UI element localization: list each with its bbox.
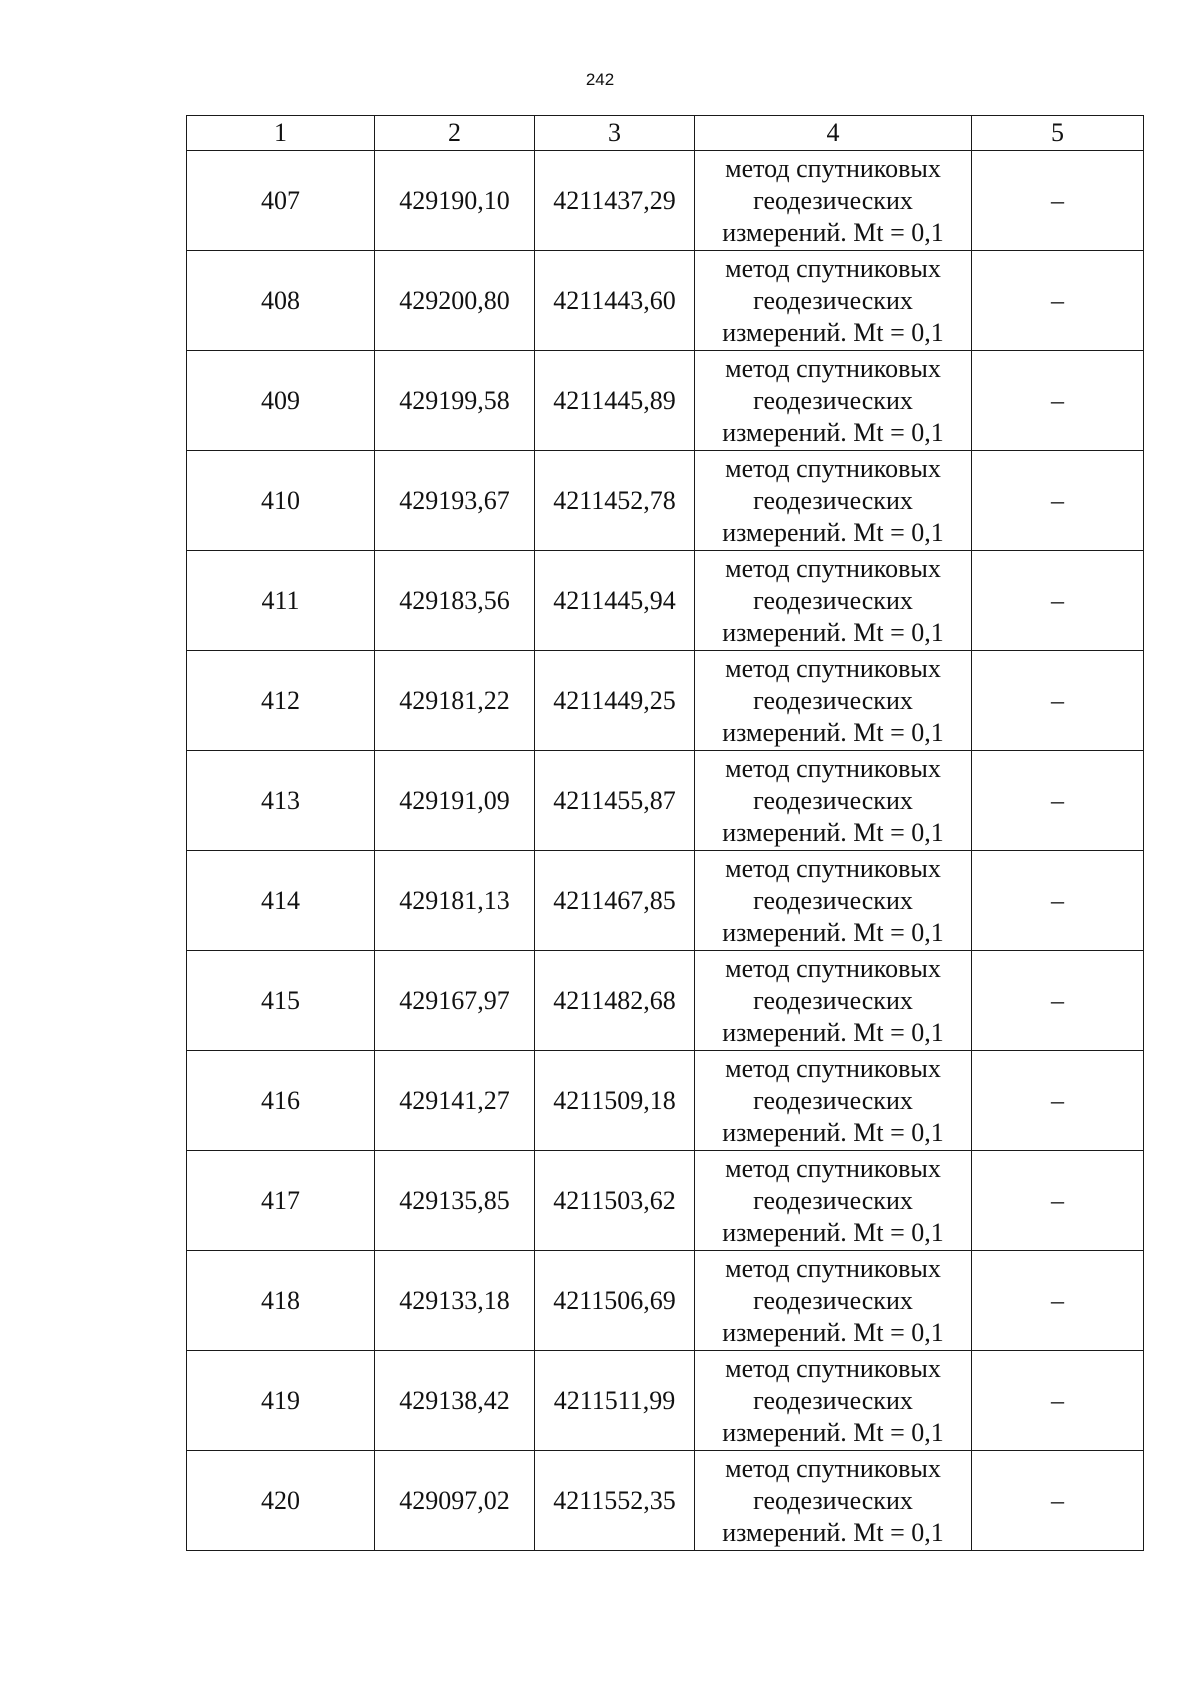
x-coordinate-cell: 429167,97 [375, 951, 535, 1051]
y-coordinate-cell: 4211443,60 [535, 251, 695, 351]
method-cell [695, 351, 972, 451]
method-line: геодезических [753, 685, 913, 715]
method-cell [695, 151, 972, 251]
description-cell: – [972, 1451, 1144, 1551]
method-line: геодезических [753, 485, 913, 515]
method-line: метод спутниковых [725, 1153, 941, 1183]
table-row [187, 1451, 1144, 1551]
method-line: метод спутниковых [725, 1253, 941, 1283]
header-col-4: 4 [695, 116, 972, 151]
point-number-cell: 416 [187, 1051, 375, 1151]
x-coordinate-cell: 429183,56 [375, 551, 535, 651]
method-line: метод спутниковых [725, 1053, 941, 1083]
y-coordinate-cell: 4211509,18 [535, 1051, 695, 1151]
table-row [187, 651, 1144, 751]
point-number-cell: 414 [187, 851, 375, 951]
description-cell: – [972, 651, 1144, 751]
description-cell: – [972, 551, 1144, 651]
method-line: измерений. Mt = 0,1 [722, 1317, 944, 1347]
table-row [187, 351, 1144, 451]
method-line: геодезических [753, 1085, 913, 1115]
y-coordinate-cell: 4211437,29 [535, 151, 695, 251]
description-cell: – [972, 951, 1144, 1051]
x-coordinate-cell: 429133,18 [375, 1251, 535, 1351]
x-coordinate-cell: 429097,02 [375, 1451, 535, 1551]
x-coordinate-cell: 429199,58 [375, 351, 535, 451]
method-line: измерений. Mt = 0,1 [722, 1217, 944, 1247]
header-row [187, 116, 1144, 151]
method-line: геодезических [753, 1485, 913, 1515]
point-number-cell: 419 [187, 1351, 375, 1451]
method-line: геодезических [753, 185, 913, 215]
method-line: измерений. Mt = 0,1 [722, 1417, 944, 1447]
table-row [187, 1251, 1144, 1351]
x-coordinate-cell: 429191,09 [375, 751, 535, 851]
table-row [187, 151, 1144, 251]
description-cell: – [972, 1151, 1144, 1251]
y-coordinate-cell: 4211482,68 [535, 951, 695, 1051]
method-line: измерений. Mt = 0,1 [722, 317, 944, 347]
point-number-cell: 410 [187, 451, 375, 551]
header-col-2: 2 [375, 116, 535, 151]
header-col-5: 5 [972, 116, 1144, 151]
method-line: метод спутниковых [725, 1453, 941, 1483]
table-row [187, 451, 1144, 551]
x-coordinate-cell: 429138,42 [375, 1351, 535, 1451]
table-header [187, 116, 1144, 151]
method-cell [695, 1151, 972, 1251]
table-row [187, 551, 1144, 651]
method-line: измерений. Mt = 0,1 [722, 517, 944, 547]
y-coordinate-cell: 4211503,62 [535, 1151, 695, 1251]
method-line: измерений. Mt = 0,1 [722, 1517, 944, 1547]
coordinates-table [186, 115, 1144, 1551]
method-line: метод спутниковых [725, 453, 941, 483]
point-number-cell: 415 [187, 951, 375, 1051]
method-line: измерений. Mt = 0,1 [722, 1117, 944, 1147]
method-line: геодезических [753, 585, 913, 615]
method-cell [695, 1051, 972, 1151]
point-number-cell: 407 [187, 151, 375, 251]
method-cell [695, 551, 972, 651]
method-line: метод спутниковых [725, 153, 941, 183]
description-cell: – [972, 1251, 1144, 1351]
table-row [187, 251, 1144, 351]
x-coordinate-cell: 429141,27 [375, 1051, 535, 1151]
method-line: метод спутниковых [725, 353, 941, 383]
method-line: метод спутниковых [725, 953, 941, 983]
page-number: 242 [585, 70, 615, 89]
method-line: метод спутниковых [725, 653, 941, 683]
method-cell [695, 1251, 972, 1351]
point-number-cell: 412 [187, 651, 375, 751]
x-coordinate-cell: 429181,13 [375, 851, 535, 951]
point-number-cell: 417 [187, 1151, 375, 1251]
y-coordinate-cell: 4211452,78 [535, 451, 695, 551]
method-line: геодезических [753, 385, 913, 415]
method-line: геодезических [753, 785, 913, 815]
table-row [187, 1351, 1144, 1451]
method-cell [695, 751, 972, 851]
y-coordinate-cell: 4211445,94 [535, 551, 695, 651]
method-cell [695, 1351, 972, 1451]
table-row [187, 951, 1144, 1051]
description-cell: – [972, 451, 1144, 551]
y-coordinate-cell: 4211511,99 [535, 1351, 695, 1451]
y-coordinate-cell: 4211552,35 [535, 1451, 695, 1551]
method-line: измерений. Mt = 0,1 [722, 417, 944, 447]
point-number-cell: 420 [187, 1451, 375, 1551]
point-number-cell: 409 [187, 351, 375, 451]
method-line: измерений. Mt = 0,1 [722, 917, 944, 947]
y-coordinate-cell: 4211506,69 [535, 1251, 695, 1351]
description-cell: – [972, 851, 1144, 951]
x-coordinate-cell: 429200,80 [375, 251, 535, 351]
y-coordinate-cell: 4211455,87 [535, 751, 695, 851]
method-line: геодезических [753, 1385, 913, 1415]
method-line: измерений. Mt = 0,1 [722, 717, 944, 747]
y-coordinate-cell: 4211445,89 [535, 351, 695, 451]
method-cell [695, 1451, 972, 1551]
header-col-3: 3 [535, 116, 695, 151]
method-cell [695, 851, 972, 951]
method-line: геодезических [753, 1185, 913, 1215]
x-coordinate-cell: 429193,67 [375, 451, 535, 551]
description-cell: – [972, 351, 1144, 451]
point-number-cell: 408 [187, 251, 375, 351]
method-line: измерений. Mt = 0,1 [722, 1017, 944, 1047]
table-row [187, 851, 1144, 951]
y-coordinate-cell: 4211449,25 [535, 651, 695, 751]
method-line: измерений. Mt = 0,1 [722, 817, 944, 847]
x-coordinate-cell: 429181,22 [375, 651, 535, 751]
x-coordinate-cell: 429135,85 [375, 1151, 535, 1251]
y-coordinate-cell: 4211467,85 [535, 851, 695, 951]
method-line: метод спутниковых [725, 253, 941, 283]
table-row [187, 1151, 1144, 1251]
method-cell [695, 451, 972, 551]
description-cell: – [972, 151, 1144, 251]
point-number-cell: 418 [187, 1251, 375, 1351]
method-line: измерений. Mt = 0,1 [722, 617, 944, 647]
description-cell: – [972, 1051, 1144, 1151]
method-line: геодезических [753, 985, 913, 1015]
description-cell: – [972, 751, 1144, 851]
method-line: геодезических [753, 885, 913, 915]
description-cell: – [972, 1351, 1144, 1451]
point-number-cell: 413 [187, 751, 375, 851]
method-line: метод спутниковых [725, 853, 941, 883]
method-line: метод спутниковых [725, 1353, 941, 1383]
method-line: геодезических [753, 1285, 913, 1315]
method-cell [695, 251, 972, 351]
table-row [187, 1051, 1144, 1151]
method-line: метод спутниковых [725, 553, 941, 583]
header-col-1: 1 [187, 116, 375, 151]
method-line: геодезических [753, 285, 913, 315]
table-row [187, 751, 1144, 851]
method-line: метод спутниковых [725, 753, 941, 783]
method-line: измерений. Mt = 0,1 [722, 217, 944, 247]
point-number-cell: 411 [187, 551, 375, 651]
method-cell [695, 951, 972, 1051]
x-coordinate-cell: 429190,10 [375, 151, 535, 251]
description-cell: – [972, 251, 1144, 351]
table-body [187, 151, 1144, 1551]
method-cell [695, 651, 972, 751]
